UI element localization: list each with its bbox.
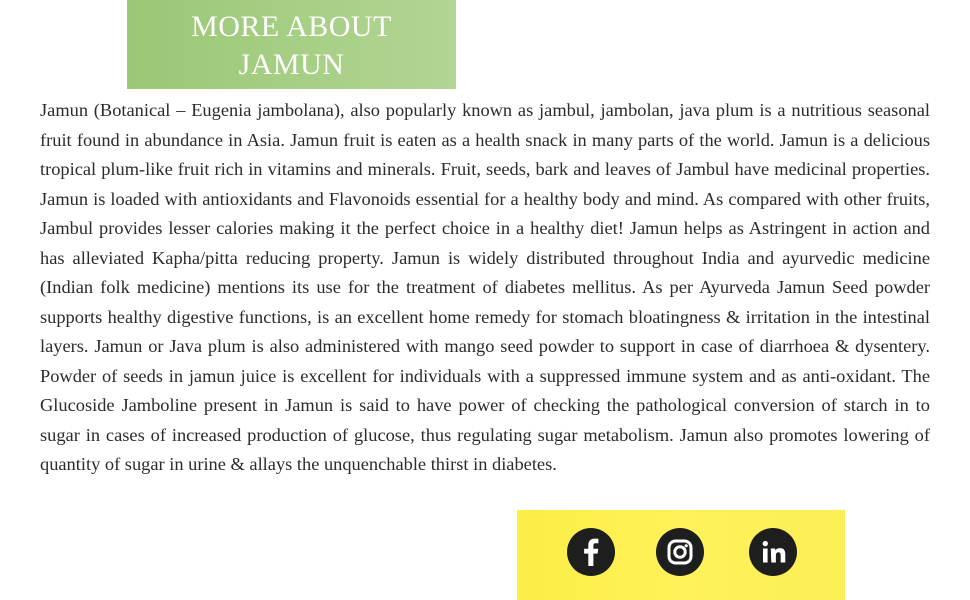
description-paragraph: Jamun (Botanical – Eugenia jambolana), also popularly known as jambul, jambolan, java plum is a nutritious seasonal fruit found in abundance in Asia. Jamun fruit is eaten as a health snack in many parts of the world. Jamun is a delicious tropical plum-like fruit rich in vitamins and minerals. Fruit, seeds, bark and leaves of Jambul have medicinal properties. Jamun is loaded with antioxidants and Flavonoids essential for a healthy body and mind. As compared with other fruits, Jambul provides lesser calories making it the perfect choice in a healthy diet! Jamun helps as Astringent in action and has alleviated Kapha/pitta reducing property. Jamun is widely distributed throughout India and ayurvedic medicine (Indian folk medicine) mentions its use for the treatment of diabetes mellitus. As per Ayurveda Jamun Seed powder supports healthy digestive functions, is an excellent home remedy for stomach bloatingness & irritation in the intestinal layers. Jamun or Java plum is also administered with mango seed powder to support in case of diarrhoea & dysentery. Powder of seeds in jamun juice is excellent for individuals with a suppressed immune system and as anti-oxidant. The Glucoside Jamboline present in Jamun is said to have power of checking the pathological conversion of starch in to sugar in cases of increased production of glucose, thus regulating sugar metabolism. Jamun also promotes lowering of quantity of sugar in urine & allays the unquenchable thirst in diabetes. [40,100,930,474]
section-title-banner [127,0,456,89]
instagram-icon[interactable] [656,528,704,576]
social-links-bar [517,510,845,600]
linkedin-icon[interactable] [749,528,797,576]
facebook-icon[interactable] [567,528,615,576]
section-title: MORE ABOUT JAMUN [191,9,392,81]
